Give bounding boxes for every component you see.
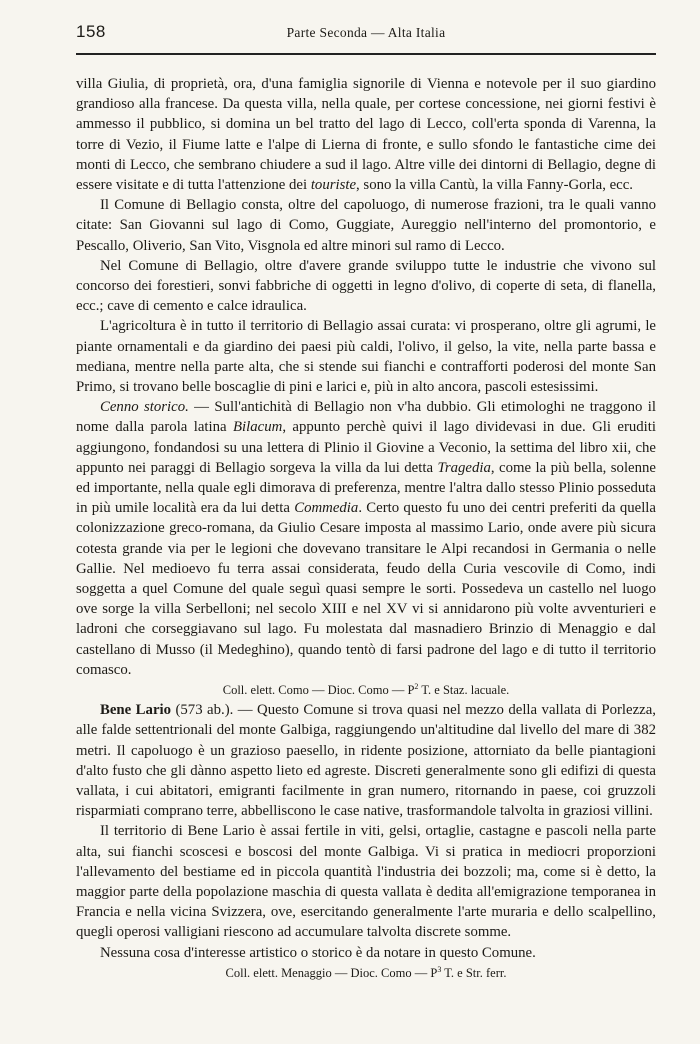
paragraph-frazioni: Il Comune di Bellagio consta, oltre del capoluogo, di numerose frazioni, tra le quali vanno citate: San Giovanni sul lago di Como, Guggiate, Aureggio nell'interno del promontorio, e Pescallo, Oliverio, San Vito, Visgnola ed altre minori sul ramo di Lecco. <box>76 197 656 254</box>
text-body <box>76 74 656 983</box>
text-span: T. e Str. ferr. <box>441 965 507 980</box>
text-span: Coll. elett. Menaggio — Dioc. Como — P <box>225 965 438 980</box>
paragraph-nessuna-cosa: Nessuna cosa d'interesse artistico o storico è da notare in questo Comune. <box>100 944 536 961</box>
paragraph-villa-giulia <box>76 74 656 195</box>
paragraph-bene-lario <box>76 700 656 821</box>
page-header <box>76 22 656 50</box>
page-number: 158 <box>76 22 106 41</box>
italic-term: Bilacum <box>233 419 283 436</box>
text-span: (573 ab.). — Questo Comune si trova quasi nel mezzo della vallata di Porlezza, alle falde settentrionali del monte Galbiga, raggiungendo un'altitudine dal livello del mare di 382 metri. Il capoluogo è un grazioso paesello, in ridente posizione, attorniato da belle piantagioni d'alto fusto che gli dànno aspetto lieto ed agreste. Discreti generalmente sono gli edifizi di questa vallata, i cui abitatori, emigranti facilmente in gran numero, ritornando in paese, coi gruzzoli risparmiati comprano terre, abbelliscono le case native, trasformandole talvolta in graziosi villini. <box>76 702 657 820</box>
superscript: 2 <box>414 681 419 691</box>
italic-term: Tragedia <box>437 459 491 476</box>
text-span: , sono la villa Cantù, la villa Fanny-Gorla, ecc. <box>356 177 633 194</box>
text-span: Coll. elett. Como — Dioc. Como — P <box>222 683 415 698</box>
paragraph-agricoltura: L'agricoltura è in tutto il territorio di Bellagio assai curata: vi prosperano, oltre gli agrumi, le piante ornamentali e da giardino dei paesi più caldi, l'olivo, il gelso, la vite, nella parte bassa e mediana, mentre nella parte alta, che si stende sui fianchi e contrafforti poderosi del monte San Primo, si trovano belle boscaglie di pini e larici e, più in alto ancora, pascoli estesissimi. <box>76 318 656 396</box>
text-span: T. e Staz. lacuale. <box>418 683 510 698</box>
text-span: , come la più bella, solenne ed importante, nella quale egli dimorava di preferenza, mentre l'altra dallo stesso Plinio posseduta in più umile località era da lui detta <box>76 459 656 517</box>
text-span: villa Giulia, di proprietà, ora, d'una famiglia signorile di Vienna e notevole per il suo giardino grandioso alla francese. Da questa villa, nella quale, per cortese concessione, nei giorni festivi è ammesso il pubblico, si domina un bel tratto del lago di Lecco, coll'erta sponda di Varenna, la torre di Vezio, il Fiume latte e l'alpe di Lierna di fronte, e sullo sfondo le fantastiche cime dei monti di Lecco, che sembrano chiudere a sud il lago. Altre ville dei dintorni di Bellagio, degne di essere visitate e di tutta l'attenzione dei <box>76 76 656 194</box>
running-title: Parte Seconda — Alta Italia <box>286 25 446 40</box>
paragraph-cenno-storico <box>76 397 656 680</box>
paragraph-territorio: Il territorio di Bene Lario è assai fertile in viti, gelsi, ortaglie, castagne e pascoli nella parte alta, sui fianchi scoscesi e boscosi del monte Galbiga. Vi si pratica in mediocri proporzioni l'allevamento del bestiame ed in piccola quantità l'industria dei bozzoli; ma, come si è detto, la maggior parte della popolazione maschia di questa vallata è dedita all'emigrazione temporanea in Francia e nella vicina Svizzera, ove, esercitando generalmente l'arte muraria e dello scalpellino, quegli operosi valligiani riescono ad accumulare talvolta discrete somme. <box>76 823 656 941</box>
text-span: . Certo questo fu uno dei centri preferiti da quella colonizzazione greco-romana, da Giulio Cesare imposta al massimo Lario, onde avere più sicura cotesta grande via per le legioni che dovevano transitare le Alpi recandosi in Germania o nelle Gallie. Nel medioevo fu terra assai considerata, feudo della Curia vescovile di Como, indi soggetta a quel Comune del quale seguì quasi sempre le sorti. Possedeva un castello nel luogo ove sorge la villa Serbelloni; nel secolo XIII e nel XV vi si annidarono più volte avventurieri e ladroni che corseggiavano sul lago. Fu molestata dal masnadiero Brinzio di Menaggio e dal castellano di Musso (il Medeghino), quando tentò di farsi padrone del lago e di tutto il territorio comasco. <box>76 500 656 678</box>
italic-term: Commedia <box>294 500 359 517</box>
italic-term: touriste <box>310 177 357 194</box>
superscript: 3 <box>437 964 442 974</box>
section-lead-italic: Cenno storico. <box>100 399 189 416</box>
entry-heading: Bene Lario <box>100 702 172 719</box>
paragraph-industrie: Nel Comune di Bellagio, oltre d'avere grande sviluppo tutte le industrie che vivono sul concorso dei forestieri, sonvi fabbriche di oggetti in legno d'olivo, di coperte di seta, di flanella, ecc.; cave di cemento e calce idraulica. <box>76 257 656 315</box>
text-span: — Sull'antichità di Bellagio non v'ha dubbio. Gli etimologhi ne traggono il nome dalla parola latina <box>76 399 656 436</box>
collegio-line-bellagio <box>76 680 656 700</box>
header-rule <box>76 53 656 55</box>
text-span: , appunto perchè quivi il lago dividevasi in due. Gli eruditi aggiungono, fondandosi su una lettera di Plinio il Giovine a Veconio, la settima del libro xii, che appunto nei paraggi di Bellagio sorgeva la villa da lui detta <box>76 419 657 476</box>
collegio-line-bene-lario <box>76 963 656 983</box>
